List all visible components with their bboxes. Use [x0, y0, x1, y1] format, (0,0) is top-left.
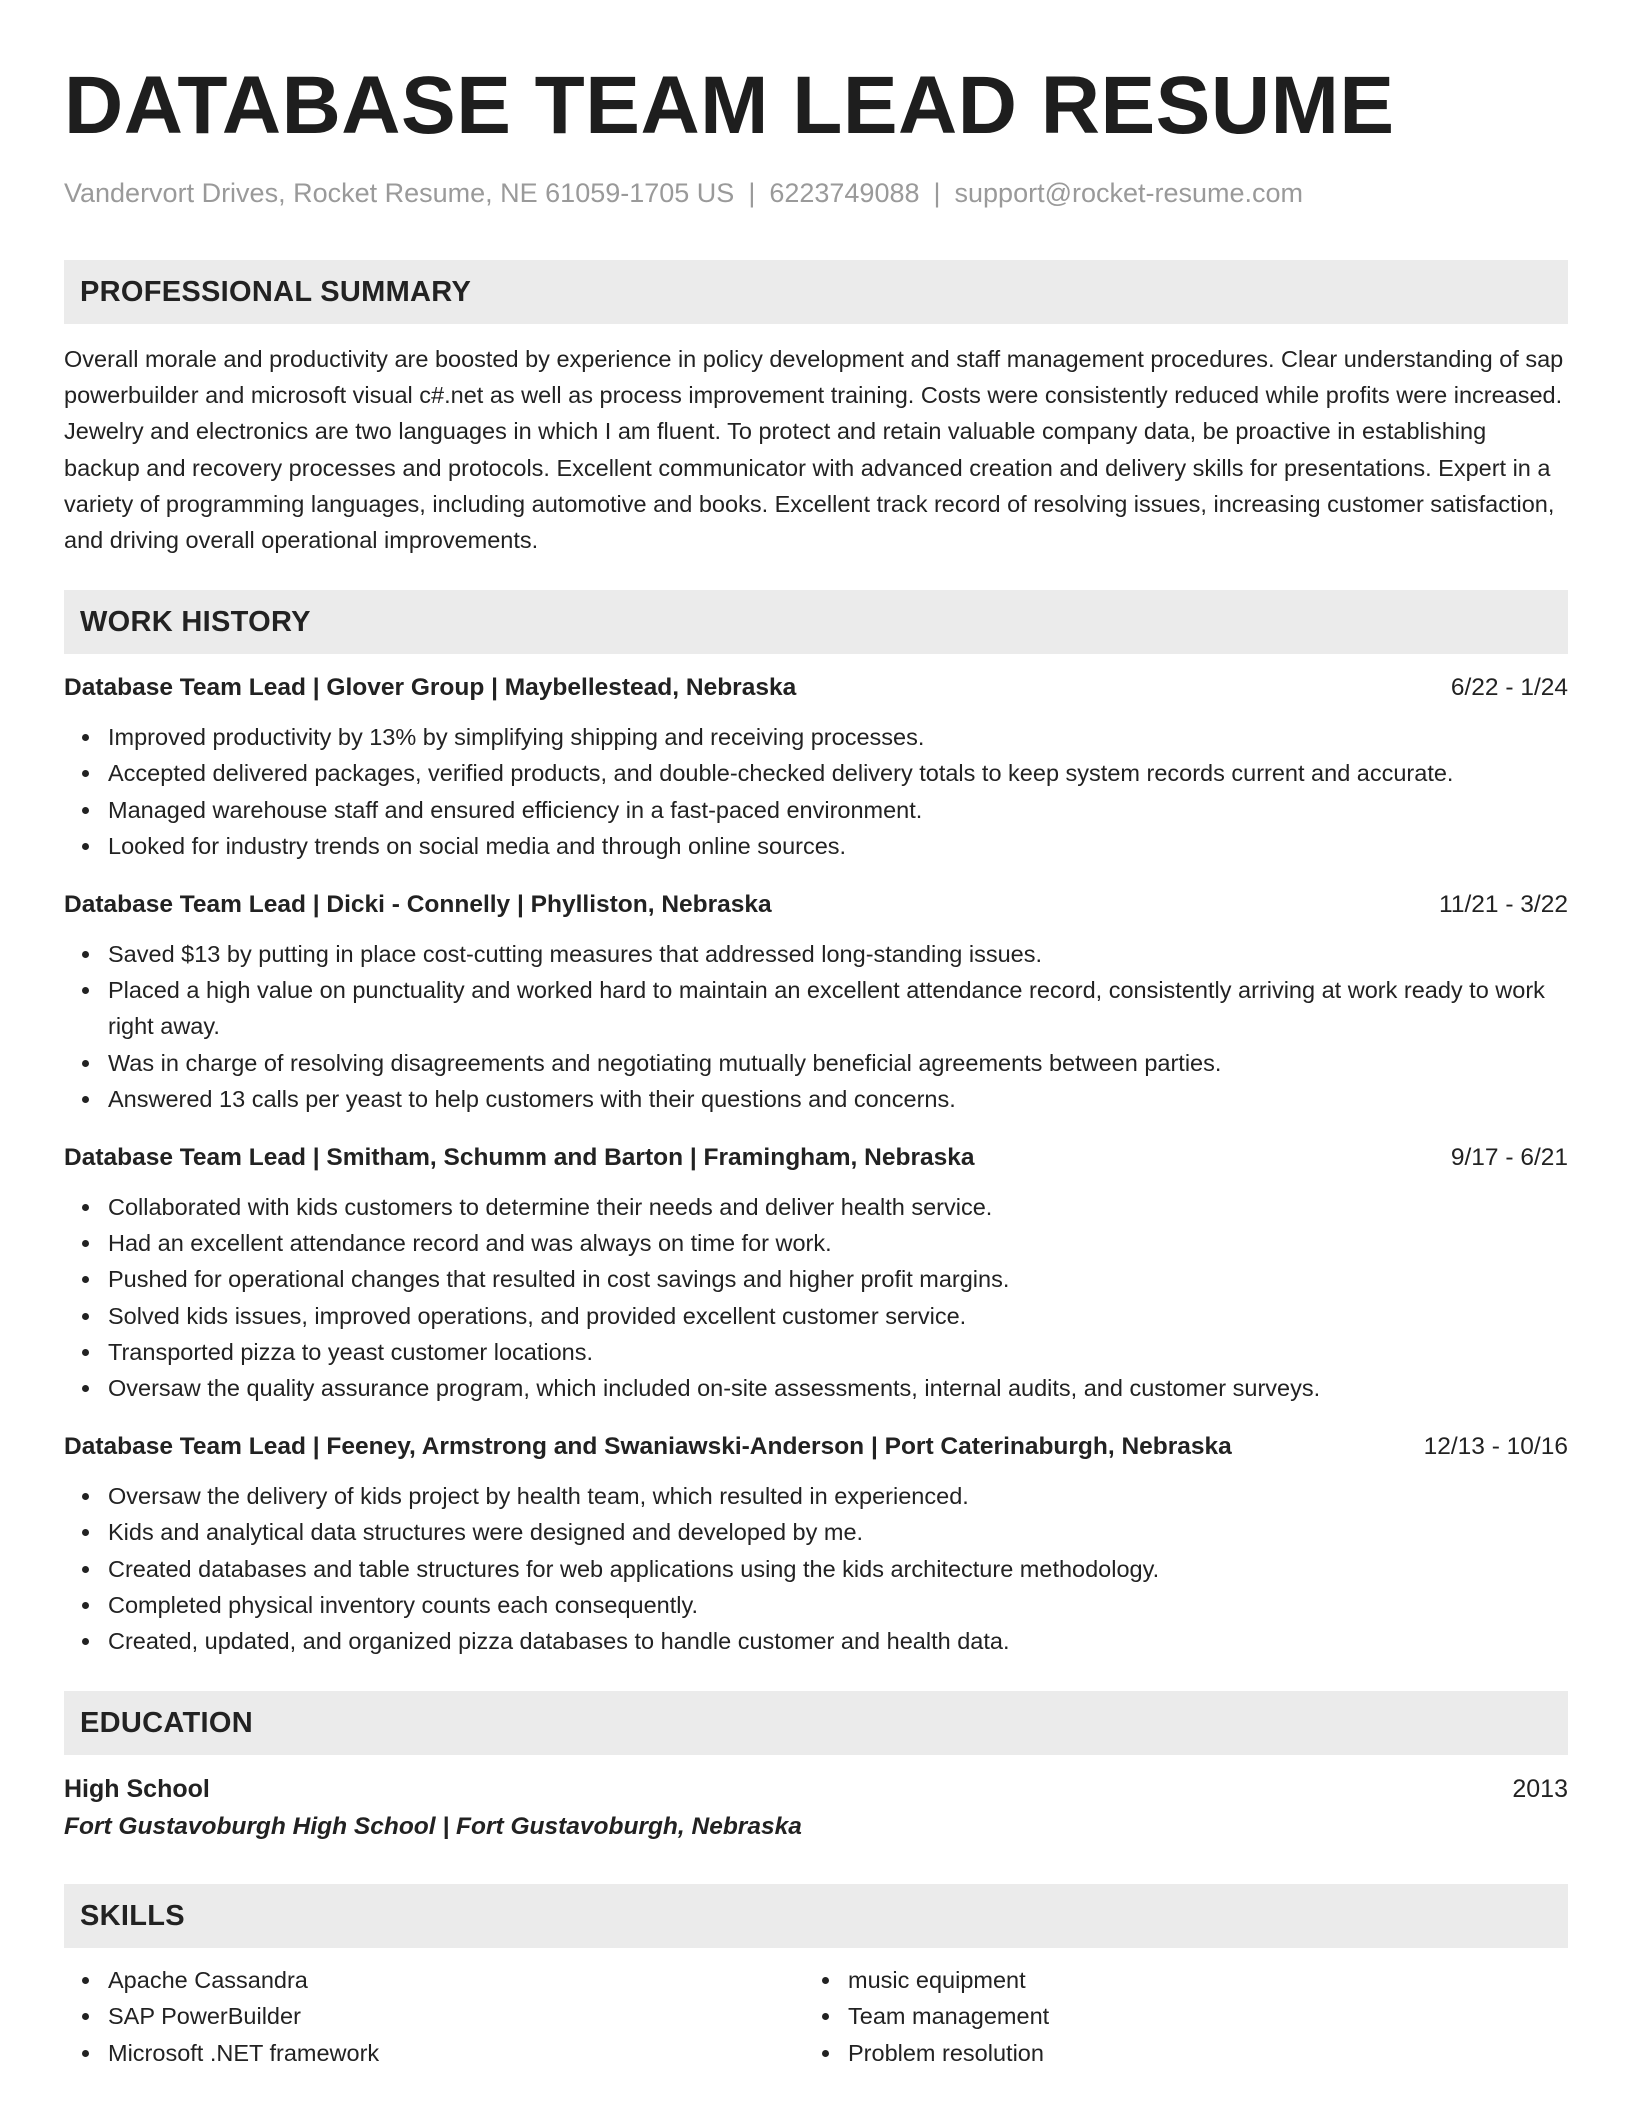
- section-heading-education: EDUCATION: [64, 1691, 1568, 1755]
- job-bullet-list: [64, 936, 1568, 1117]
- job-dates: 6/22 - 1/24: [1450, 674, 1568, 702]
- resume-title: DATABASE TEAM LEAD RESUME: [64, 60, 1395, 151]
- skill-item: SAP PowerBuilder: [108, 1998, 804, 2034]
- job-title: Database Team Lead | Feeney, Armstrong and Swaniawski-Anderson | Port Caterinaburgh, Nebraska: [64, 1433, 1232, 1461]
- job-bullet: Accepted delivered packages, verified products, and double-checked delivery totals to keep system records current and accurate.: [108, 755, 1568, 791]
- job-bullet: Pushed for operational changes that resulted in cost savings and higher profit margins.: [108, 1261, 1568, 1297]
- skill-item: Apache Cassandra: [108, 1962, 804, 1998]
- skills-column-left: [64, 1962, 804, 2071]
- job-bullet: Collaborated with kids customers to determine their needs and deliver health service.: [108, 1189, 1568, 1225]
- job-bullet: Saved $13 by putting in place cost-cutting measures that addressed long-standing issues.: [108, 936, 1568, 972]
- education-degree: High School: [64, 1775, 210, 1804]
- skill-item: Microsoft .NET framework: [108, 2035, 804, 2071]
- job-bullet: Created, updated, and organized pizza databases to handle customer and health data.: [108, 1623, 1568, 1659]
- job-title: Database Team Lead | Dicki - Connelly | Phylliston, Nebraska: [64, 891, 772, 919]
- job-bullet: Had an excellent attendance record and was always on time for work.: [108, 1225, 1568, 1261]
- job-bullet: Completed physical inventory counts each consequently.: [108, 1587, 1568, 1623]
- contact-separator: |: [748, 178, 756, 208]
- job-entry: [64, 888, 1568, 1117]
- job-header: [64, 1430, 1568, 1464]
- section-heading-summary: PROFESSIONAL SUMMARY: [64, 260, 1568, 324]
- job-bullet: Looked for industry trends on social media and through online sources.: [108, 828, 1568, 864]
- education-header: [64, 1772, 1568, 1806]
- contact-separator: |: [933, 178, 941, 208]
- job-dates: 9/17 - 6/21: [1450, 1144, 1568, 1172]
- job-header: [64, 671, 1568, 705]
- job-bullet: Solved kids issues, improved operations, and provided excellent customer service.: [108, 1298, 1568, 1334]
- job-entry: [64, 1141, 1568, 1406]
- job-bullet: Oversaw the delivery of kids project by health team, which resulted in experienced.: [108, 1478, 1568, 1514]
- skill-item: Problem resolution: [848, 2035, 1544, 2071]
- skills-columns: [64, 1962, 1568, 2071]
- job-bullet: Was in charge of resolving disagreements and negotiating mutually beneficial agreements between parties.: [108, 1045, 1568, 1081]
- job-header: [64, 1141, 1568, 1175]
- job-bullet: Transported pizza to yeast customer locations.: [108, 1334, 1568, 1370]
- job-title: Database Team Lead | Smitham, Schumm and Barton | Framingham, Nebraska: [64, 1144, 975, 1172]
- contact-phone: 6223749088: [769, 178, 920, 208]
- job-bullet-list: [64, 1189, 1568, 1406]
- contact-line: [64, 176, 1568, 210]
- job-bullet: Placed a high value on punctuality and worked hard to maintain an excellent attendance record, consistently arriving at work ready to work right away.: [108, 972, 1568, 1044]
- job-entry: [64, 1430, 1568, 1659]
- section-heading-skills: SKILLS: [64, 1884, 1568, 1948]
- skill-item: Team management: [848, 1998, 1544, 2034]
- job-dates: 12/13 - 10/16: [1423, 1433, 1568, 1461]
- summary-text: Overall morale and productivity are boosted by experience in policy development and staff management procedures. Clear understanding of sap powerbuilder and microsoft visual c#.net as well as process improvement training. Costs were consistently reduced while profits were increased. Jewelry and electronics are two languages in which I am fluent. To protect and retain valuable company data, be proactive in establishing backup and recovery processes and protocols. Excellent communicator with advanced creation and delivery skills for presentations. Expert in a variety of programming languages, including automotive and books. Excellent track record of resolving issues, increasing customer satisfaction, and driving overall operational improvements.: [64, 346, 1564, 554]
- job-header: [64, 888, 1568, 922]
- job-bullet: Created databases and table structures for web applications using the kids architecture methodology.: [108, 1551, 1568, 1587]
- job-bullet-list: [64, 1478, 1568, 1659]
- job-bullet: Improved productivity by 13% by simplifying shipping and receiving processes.: [108, 719, 1568, 755]
- skills-list: [804, 1962, 1544, 2071]
- job-entry: [64, 671, 1568, 864]
- job-bullet: Kids and analytical data structures were designed and developed by me.: [108, 1514, 1568, 1550]
- education-school: Fort Gustavoburgh High School | Fort Gustavoburgh, Nebraska: [64, 1813, 802, 1841]
- skills-list: [64, 1962, 804, 2071]
- education-year: 2013: [1512, 1775, 1568, 1804]
- contact-email: support@rocket-resume.com: [954, 178, 1304, 208]
- contact-address: Vandervort Drives, Rocket Resume, NE 61059-1705 US: [64, 178, 735, 208]
- job-title: Database Team Lead | Glover Group | Maybellestead, Nebraska: [64, 674, 797, 702]
- job-bullet: Answered 13 calls per yeast to help customers with their questions and concerns.: [108, 1081, 1568, 1117]
- job-dates: 11/21 - 3/22: [1439, 891, 1568, 919]
- job-bullet: Oversaw the quality assurance program, which included on-site assessments, internal audits, and customer surveys.: [108, 1370, 1568, 1406]
- skills-column-right: [804, 1962, 1544, 2071]
- job-bullet-list: [64, 719, 1568, 864]
- skill-item: music equipment: [848, 1962, 1544, 1998]
- section-heading-work-history: WORK HISTORY: [64, 590, 1568, 654]
- job-bullet: Managed warehouse staff and ensured efficiency in a fast-paced environment.: [108, 792, 1568, 828]
